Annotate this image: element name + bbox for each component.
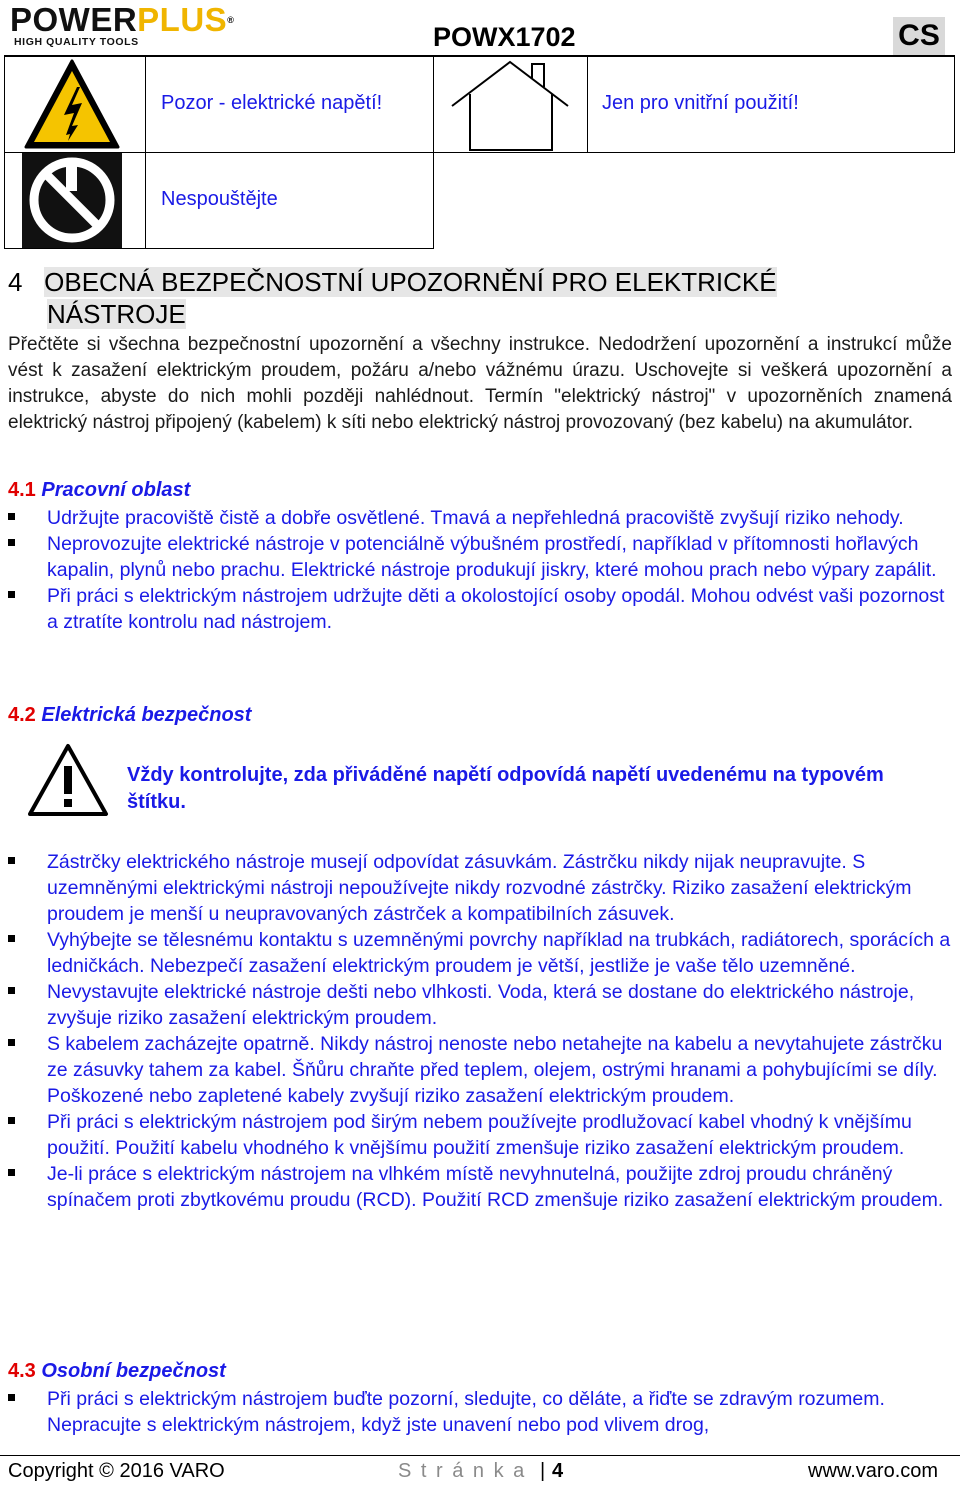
section-number: 4: [8, 267, 23, 297]
work-area-list: [8, 505, 952, 635]
footer-copyright: Copyright © 2016 VARO: [8, 1460, 225, 1482]
do-not-start-label: Nespouštějte: [161, 188, 278, 210]
subsection-heading-4-1: 4.1 Pracovní oblast: [8, 479, 191, 501]
footer-separator: |: [540, 1460, 546, 1482]
section-title-line2: NÁSTROJE: [47, 299, 186, 329]
section-heading: [8, 266, 777, 330]
indoor-use-label: Jen pro vnitřní použití!: [602, 92, 799, 114]
list-item: Při práci s elektrickým nástrojem udržujte děti a okolostojící osoby opodál. Mohou odvést vaši pozornost a ztratíte kontrolu nad nástrojem.: [8, 583, 952, 635]
voltage-check-warning: Vždy kontrolujte, zda přiváděné napětí odpovídá napětí uvedenému na typovém štítku.: [127, 764, 884, 813]
list-item: S kabelem zacházejte opatrně. Nikdy nástroj nenoste nebo netahejte na kabelu a nevytahujete zástrčku ze zásuvky tahem za kabel. Šňůru chraňte před teplem, olejem, ostrými hranami a pohybujícími se díly. Poškozené nebo zapletené kabely zvyšují riziko zasažení elektrickým proudem.: [8, 1031, 952, 1109]
list-item: Udržujte pracoviště čistě a dobře osvětlené. Tmavá a nepřehledná pracoviště zvyšují riziko nehody.: [8, 505, 952, 531]
electric-hazard-icon: [22, 57, 122, 151]
list-item: Nevystavujte elektrické nástroje dešti nebo vlhkosti. Voda, která se dostane do elektrického nástroje, zvyšuje riziko zasažení elektrickým proudem.: [8, 979, 952, 1031]
list-item: Při práci s elektrickým nástrojem buďte pozorní, sledujte, co děláte, a řiďte se zdravým rozumem. Nepracujte s elektrickým nástrojem, když jste unavení nebo pod vlivem drog,: [8, 1386, 952, 1438]
model-number: POWX1702: [433, 22, 576, 52]
personal-safety-list: [8, 1386, 952, 1438]
indoor-use-house-icon: [448, 58, 572, 152]
list-item: Zástrčky elektrického nástroje musejí odpovídat zásuvkám. Zástrčku nikdy nijak neupravujte. S uzemněnými elektrickými nástroji nepoužívejte nikdy rozvodné zástrčky. Riziko zasažení elektrickým proudem je menší u neupravovaných zástrček a kompatibilních zásuvek.: [8, 849, 952, 927]
list-item: Vyhýbejte se tělesnému kontaktu s uzemněnými povrchy například na trubkách, radiátorech, sporácích a ledničkách. Nebezpečí zasažení elektrickým proudem je větší, jestliže je vaše tělo uzemněné.: [8, 927, 952, 979]
footer-page-word: S t r á n k a: [398, 1460, 527, 1482]
footer-website: www.varo.com: [808, 1460, 939, 1482]
logo-wordmark: POWERPLUS®: [10, 1, 235, 38]
section-title-line1: OBECNÁ BEZPEČNOSTNÍ UPOZORNĚNÍ PRO ELEKTRICKÉ: [44, 267, 777, 297]
list-item: Je-li práce s elektrickým nástrojem na vlhkém místě nevyhnutelná, použijte zdroj proudu chráněný spínačem proti zbytkovému proudu (RCD). Použití RCD zmenšuje riziko zasažení elektrickým proudem.: [8, 1161, 952, 1213]
do-not-start-icon: [22, 153, 122, 248]
language-badge: CS: [893, 17, 945, 55]
warning-triangle-icon: [26, 742, 110, 818]
footer-divider: [0, 1455, 960, 1456]
list-item: Neprovozujte elektrické nástroje v potenciálně výbušném prostředí, například v přítomnosti hořlavých kapalin, plynů nebo prachu. Elektrické nástroje produkují jiskry, které mohou prach nebo výpary zapálit.: [8, 531, 952, 583]
section-intro: Přečtěte si všechna bezpečnostní upozornění a všechny instrukce. Nedodržení upozornění a instrukcí může vést k zasažení elektrickým proudem, požáru a/nebo vážnému úrazu. Uschovejte si veškerá upozornění a instrukce, abyste do nich mohli později nahlédnout. Termín "elektrický nástroj" v upozorněních znamená elektrický nástroj připojený (kabelem) k síti nebo elektrický nástroj provozovaný (bez kabelu) na akumulátor.: [8, 334, 952, 433]
subsection-heading-4-2: 4.2 Elektrická bezpečnost: [8, 704, 252, 726]
subsection-heading-4-3: 4.3 Osobní bezpečnost: [8, 1360, 226, 1382]
logo-tagline: HIGH QUALITY TOOLS: [14, 36, 139, 48]
voltage-warning-label: Pozor - elektrické napětí!: [161, 92, 383, 114]
list-item: Při práci s elektrickým nástrojem pod širým nebem používejte prodlužovací kabel vhodný k vnějšímu použití. Použití kabelu vhodného k vnějšímu použití zmenšuje riziko zasažení elektrickým proudem.: [8, 1109, 952, 1161]
footer-page-number: 4: [552, 1460, 564, 1482]
electrical-safety-list: [8, 849, 952, 1213]
